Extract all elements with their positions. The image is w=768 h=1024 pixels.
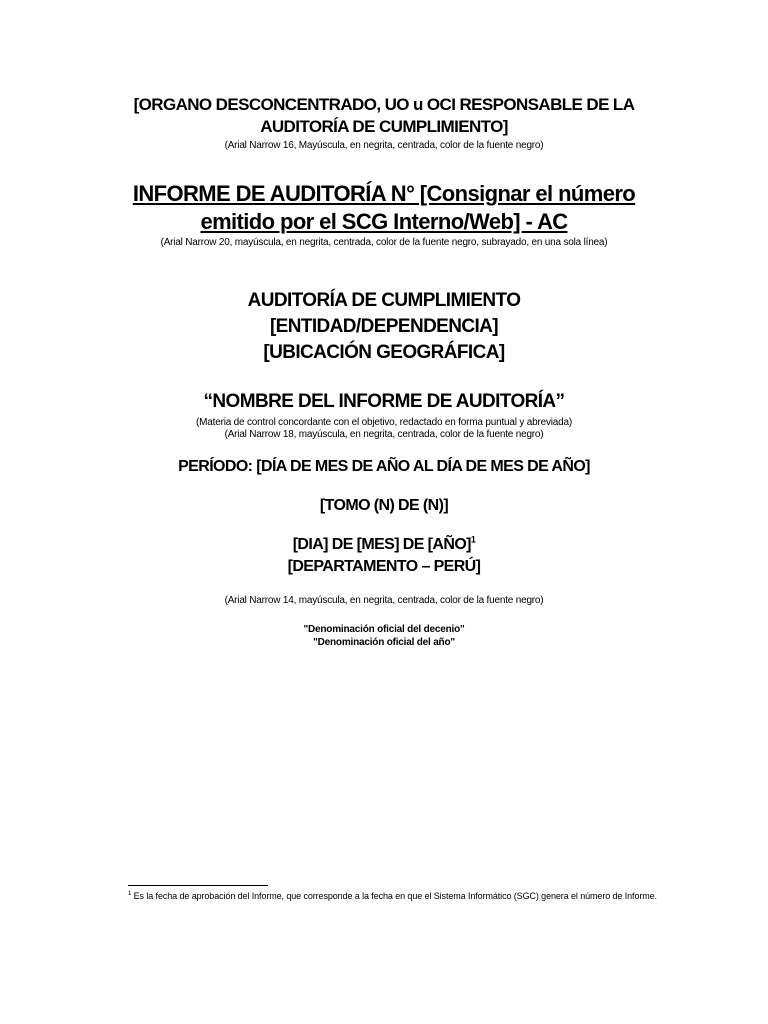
date-format-note: (Arial Narrow 14, mayúscula, en negrita, centrada, color de la fuente negro) [224,595,544,606]
footnote-marker: 1 [128,891,132,897]
informe-title-line-1: INFORME DE AUDITORÍA N° [Consignar el número [132,181,636,206]
informe-title-line-2: emitido por el SCG Interno/Web] - AC [200,209,568,234]
report-name-note-2: (Arial Narrow 18, mayúscula, en negrita, centrada, color de la fuente negro) [224,429,544,440]
report-place: [DEPARTAMENTO – PERÚ] [287,558,481,575]
footnote-separator [128,885,268,886]
report-date [0,534,768,556]
audit-location: [UBICACIÓN GEOGRÁFICA] [263,342,505,363]
report-date-text: [DIA] DE [MES] DE [AÑO] [292,536,471,553]
footnote-reference: 1 [470,534,476,545]
period-line: PERÍODO: [DÍA DE MES DE AÑO AL DÍA DE MES DE AÑO] [178,458,590,475]
organo-line-1: [ORGANO DESCONCENTRADO, UO u OCI RESPONSABLE DE LA [133,95,635,114]
organo-format-note: (Arial Narrow 16, Mayúscula, en negrita, centrada, color de la fuente negro) [224,140,544,151]
footnote [128,891,748,902]
official-denominations [0,623,768,649]
footnote-text: Es la fecha de aprobación del Informe, que corresponde a la fecha en que el Sistema Informático (SGC) genera el número de Informe. [131,891,657,901]
organo-line-2: AUDITORÍA DE CUMPLIMIENTO] [260,117,508,136]
audit-entity: [ENTIDAD/DEPENDENCIA] [269,316,499,337]
date-place-block [0,534,768,578]
audit-heading [0,288,768,366]
report-name-title: “NOMBRE DEL INFORME DE AUDITORÍA” [203,391,565,412]
audit-type: AUDITORÍA DE CUMPLIMIENTO [247,290,521,311]
year-denomination: "Denominación oficial del año" [313,637,455,648]
organo-responsable-heading [0,94,768,138]
informe-format-note: (Arial Narrow 20, mayúscula, en negrita, centrada, color de la fuente negro, subrayado, en una sola línea) [160,237,608,248]
report-name-note-1: (Materia de control concordante con el objetivo, redactado en forma puntual y abreviada) [196,417,572,428]
volume-line: [TOMO (N) DE (N)] [319,497,449,514]
informe-title [0,180,768,236]
decade-denomination: "Denominación oficial del decenio" [303,624,465,635]
report-name-notes [0,417,768,441]
